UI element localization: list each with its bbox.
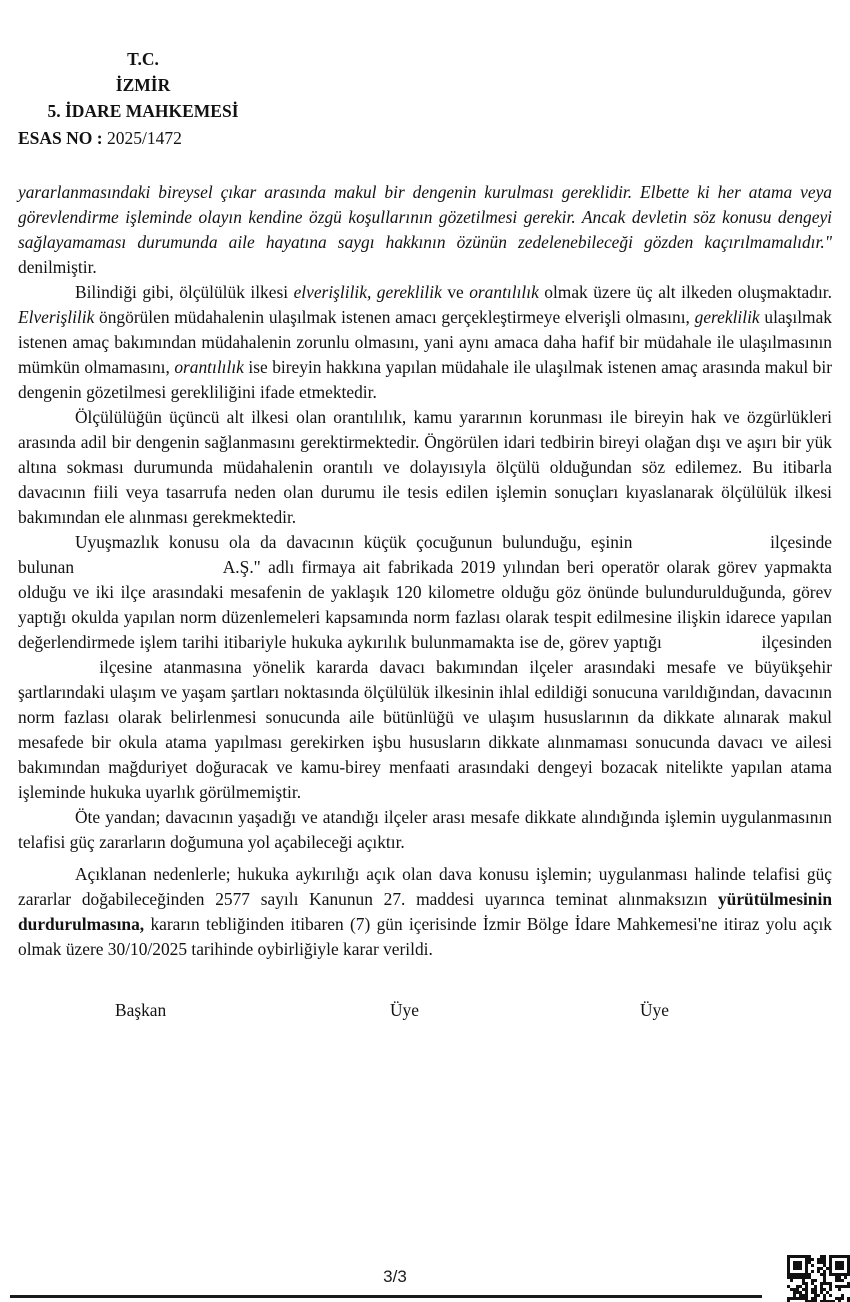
- signature-member-2: Üye: [640, 1000, 669, 1020]
- case-number-value: 2025/1472: [106, 128, 182, 148]
- page-number: 3/3: [383, 1267, 407, 1286]
- decision-body: [18, 180, 832, 962]
- signature-row: [18, 1000, 832, 1026]
- signature-member-1: Üye: [390, 1000, 419, 1020]
- court-header: [18, 46, 268, 151]
- ruling-bold-phrase: yürütülmesinin durdurulmasına,: [18, 889, 832, 934]
- paragraph-irreparable-harm: Öte yandan; davacının yaşadığı ve atandığı ilçeler arası mesafe dikkate alındığında işlemin uygulanmasının telafisi güç zararların doğumuna yol açabileceği açıktır.: [18, 807, 832, 852]
- case-number-label: ESAS NO :: [18, 128, 103, 148]
- court-city: İZMİR: [115, 75, 171, 95]
- redaction-gap: [18, 672, 88, 673]
- quoted-italic-text: yararlanmasındaki bireysel çıkar arasında makul bir dengenin kurulması gereklidir. Elbette ki her atama veya görevlendirme işleminde olayın kendine özgü koşullarının gözetilmesi gerekir. Ancak devletin söz konusu dengeyi sağlayamaması durumunda aile hayatına saygı hakkının özünün zedelenebileceği gözden kaçırılmamalıdır.": [18, 182, 832, 252]
- paragraph-quote-continuation: [18, 180, 832, 280]
- paragraph-proportionality-principle: Bilindiği gibi, ölçülülük ilkesi elverişlilik, gereklilik ve orantılılık olmak üzere üç alt ilkeden oluşmaktadır. Elverişlilik öngörülen müdahalenin ulaşılmak istenen amacı gerçekleştirmeye elverişli olmasını, gereklilik ulaşılmak istenen amaç bakımından müdahalenin zorunlu olmasını, yani aynı amaca daha hafif bir müdahale ile ulaşılmasının mümkün olmamasını, orantılılık ise bireyin hakkına yapılan müdahale ile ulaşılmak istenen amaç arasında makul bir dengenin gözetilmesi gerekliliğini ifade etmektedir.: [18, 282, 833, 402]
- footer-rule: [10, 1295, 762, 1298]
- redaction-gap: [642, 547, 760, 548]
- paragraph-third-subprinciple: Ölçülülüğün üçüncü alt ilkesi olan orantılılık, kamu yararının korunması ile bireyin hak ve özgürlükleri arasında adil bir dengenin sağlanmasını gerektirmektedir. Öngörülen idari tedbirin bireyi olağan dışı ve aşırı bir yük altına sokması durumunda müdahalenin orantılı ve dolayısıyla ölçülü olduğundan söz edilemez. Bu itibarla davacının fiili veya tasarrufa neden olan durumu ile tesis edilen işlemin sonuçları kıyaslanarak ölçülülük ilkesi bakımından ele alınması gerekmektedir.: [18, 407, 832, 527]
- paragraph-case-assessment: Uyuşmazlık konusu ola da davacının küçük çocuğunun bulunduğu, eşinin ilçesinde bulunan A.Ş." adlı firmaya ait fabrikada 2019 yılından beri operatör olarak görev yapmakta olduğu ve iki ilçe arasındaki mesafenin de yaklaşık 120 kilometre olduğu göz önünde bulundurulduğunda, görev yaptığı okulda yapılan norm düzenlemeleri kapsamında norm fazlası olarak tespit edilmesine ilişkin idarece yapılan değerlendirmede işlem tarihi itibariyle hukuka aykırılık bulunmamakta ise de, görev yaptığı ilçesinden ilçesine atanmasına yönelik kararda davacı bakımından ilçeler arasındaki mesafe ve büyükşehir şartlarındaki ulaşım ve yaşam şartları noktasında ölçülülük ilkesinin ihlal edildiği sonucuna varıldığından, davacının norm fazlası olarak belirlenmesi sonucunda aile bütünlüğü ve ulaşım hususlarının da dikkate alınarak makul mesafede bir okula atama yapılması gerekirken işbu hususların dikkate alınmaması sonucunda davacı ve ailesi bakımından mağduriyet doğuracak ve kamu-birey menfaati arasındaki dengeyi bozacak nitelikte yapılan atama işleminde hukuka uyarlık görülmemiştir.: [18, 532, 832, 802]
- qr-code-icon: [787, 1255, 850, 1302]
- quote-closing: denilmiştir.: [18, 257, 97, 277]
- case-number-line: [18, 125, 268, 151]
- republic-abbrev: T.C.: [127, 49, 159, 69]
- court-name: 5. İDARE MAHKEMESİ: [47, 101, 239, 121]
- signature-president: Başkan: [115, 1000, 167, 1020]
- redaction-gap: [667, 647, 757, 648]
- paragraph-ruling: Açıklanan nedenlerle; hukuka aykırılığı açık olan dava konusu işlemin; uygulanması halinde telafisi güç zararlar doğabileceğinden 2577 sayılı Kanunun 27. maddesi uyarınca teminat alınmaksızın yürütülmesinin durdurulmasına, kararın tebliğinden itibaren (7) gün içerisinde İzmir Bölge İdare Mahkemesi'ne itiraz yolu açık olmak üzere 30/10/2025 tarihinde oybirliğiyle karar verildi.: [18, 864, 832, 959]
- redaction-gap: [81, 572, 216, 573]
